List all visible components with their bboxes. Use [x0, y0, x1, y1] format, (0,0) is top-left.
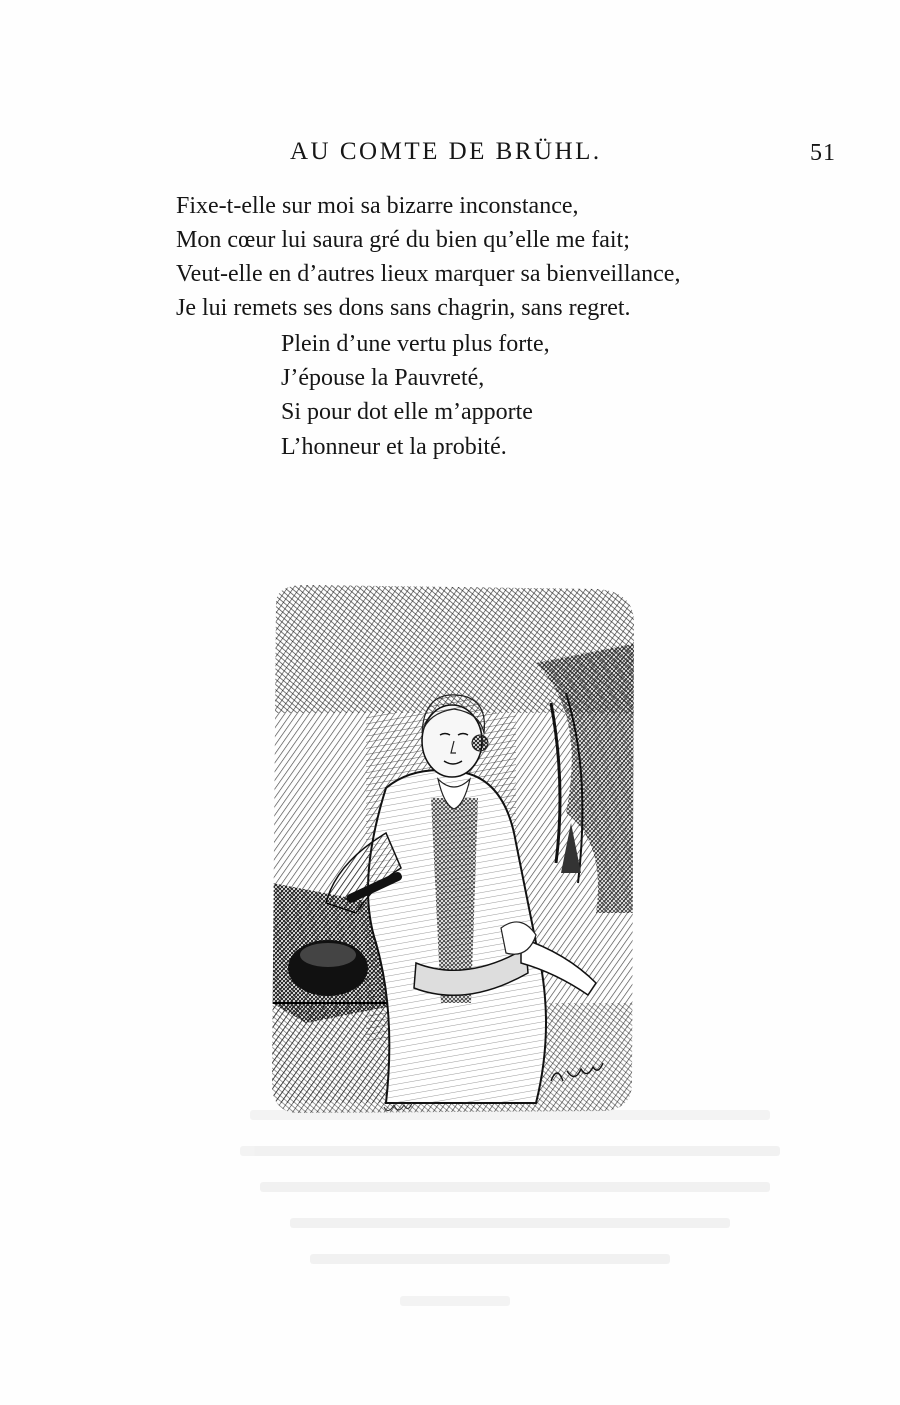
verse-line: Mon cœur lui saura gré du bien qu’elle me fait; — [176, 227, 630, 253]
show-through-text — [230, 1110, 790, 1320]
page-number: 51 — [810, 140, 836, 166]
verse-line: Je lui remets ses dons sans chagrin, sans regret. — [176, 295, 631, 321]
running-head — [0, 138, 900, 178]
verse-line: Veut-elle en d’autres lieux marquer sa bienveillance, — [176, 261, 681, 287]
verse-line-indented: J’épouse la Pauvreté, — [281, 365, 485, 391]
running-title: AU COMTE DE BRÜHL. — [290, 138, 602, 165]
verse-line-indented: L’honneur et la probité. — [281, 434, 507, 460]
verse-line: Fixe-t-elle sur moi sa bizarre inconstance, — [176, 193, 579, 219]
verse-line-indented: Si pour dot elle m’apporte — [281, 399, 533, 425]
portrait-engraving — [266, 583, 638, 1135]
verse-line-indented: Plein d’une vertu plus forte, — [281, 331, 550, 357]
